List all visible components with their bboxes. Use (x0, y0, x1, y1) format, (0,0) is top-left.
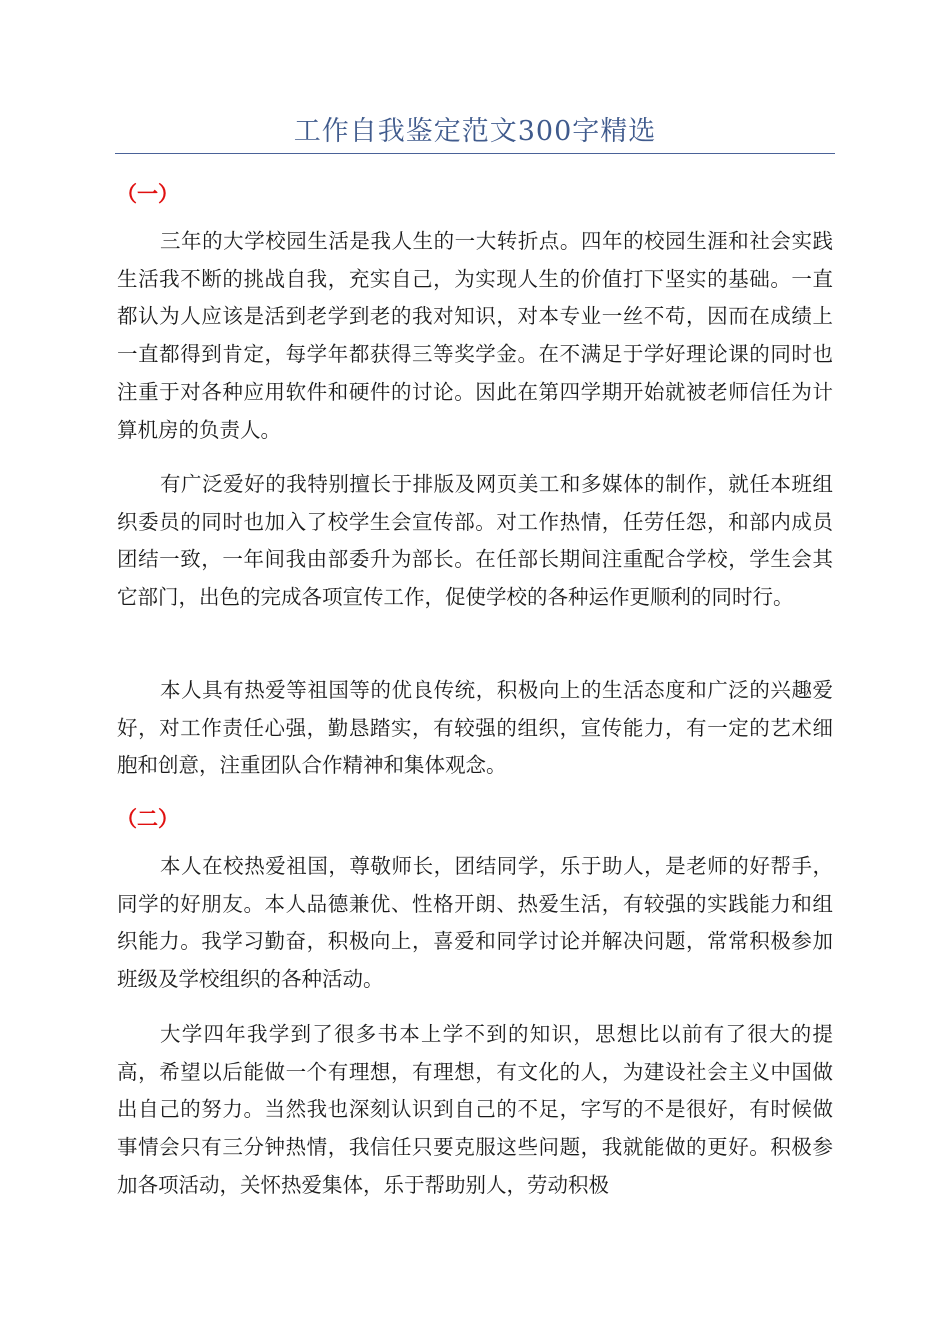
section-heading-2: （二） (116, 807, 179, 831)
section-heading-1: （一） (116, 182, 179, 206)
title-underline (115, 153, 835, 154)
section-2-paragraph-1: 本人在校热爱祖国，尊敬师长，团结同学，乐于助人，是老师的好帮手，同学的好朋友。本人品德兼优、性格开朗、热爱生活，有较强的实践能力和组织能力。我学习勤奋，积极向上，喜爱和同学讨论并解决问题，常常积极参加班级及学校组织的各种活动。 (117, 854, 833, 992)
section-1-paragraph-2: 有广泛爱好的我特别擅长于排版及网页美工和多媒体的制作，就任本班组织委员的同时也加入了校学生会宣传部。对工作热情，任劳任怨，和部内成员团结一致，一年间我由部委升为部长。在任部长期间注重配合学校，学生会其它部门，出色的完成各项宣传工作，促使学校的各种运作更顺利的同时行。 (117, 472, 833, 610)
section-1-paragraph-3: 本人具有热爱等祖国等的优良传统，积极向上的生活态度和广泛的兴趣爱好，对工作责任心强，勤恳踏实，有较强的组织，宣传能力，有一定的艺术细胞和创意，注重团队合作精神和集体观念。 (117, 678, 833, 778)
section-1-paragraph-1: 三年的大学校园生活是我人生的一大转折点。四年的校园生涯和社会实践生活我不断的挑战自我，充实自己，为实现人生的价值打下坚实的基础。一直都认为人应该是活到老学到老的我对知识，对本专业一丝不苟，因而在成绩上一直都得到肯定，每学年都获得三等奖学金。在不满足于学好理论课的同时也注重于对各种应用软件和硬件的讨论。因此在第四学期开始就被老师信任为计算机房的负责人。 (117, 229, 833, 442)
section-2-paragraph-2: 大学四年我学到了很多书本上学不到的知识，思想比以前有了很大的提高，希望以后能做一个有理想，有理想，有文化的人，为建设社会主义中国做出自己的努力。当然我也深刻认识到自己的不足，字写的不是很好，有时候做事情会只有三分钟热情，我信任只要克服这些问题，我就能做的更好。积极参加各项活动，关怀热爱集体，乐于帮助别人，劳动积极 (117, 1022, 833, 1197)
page-title: 工作自我鉴定范文300字精选 (293, 116, 657, 147)
